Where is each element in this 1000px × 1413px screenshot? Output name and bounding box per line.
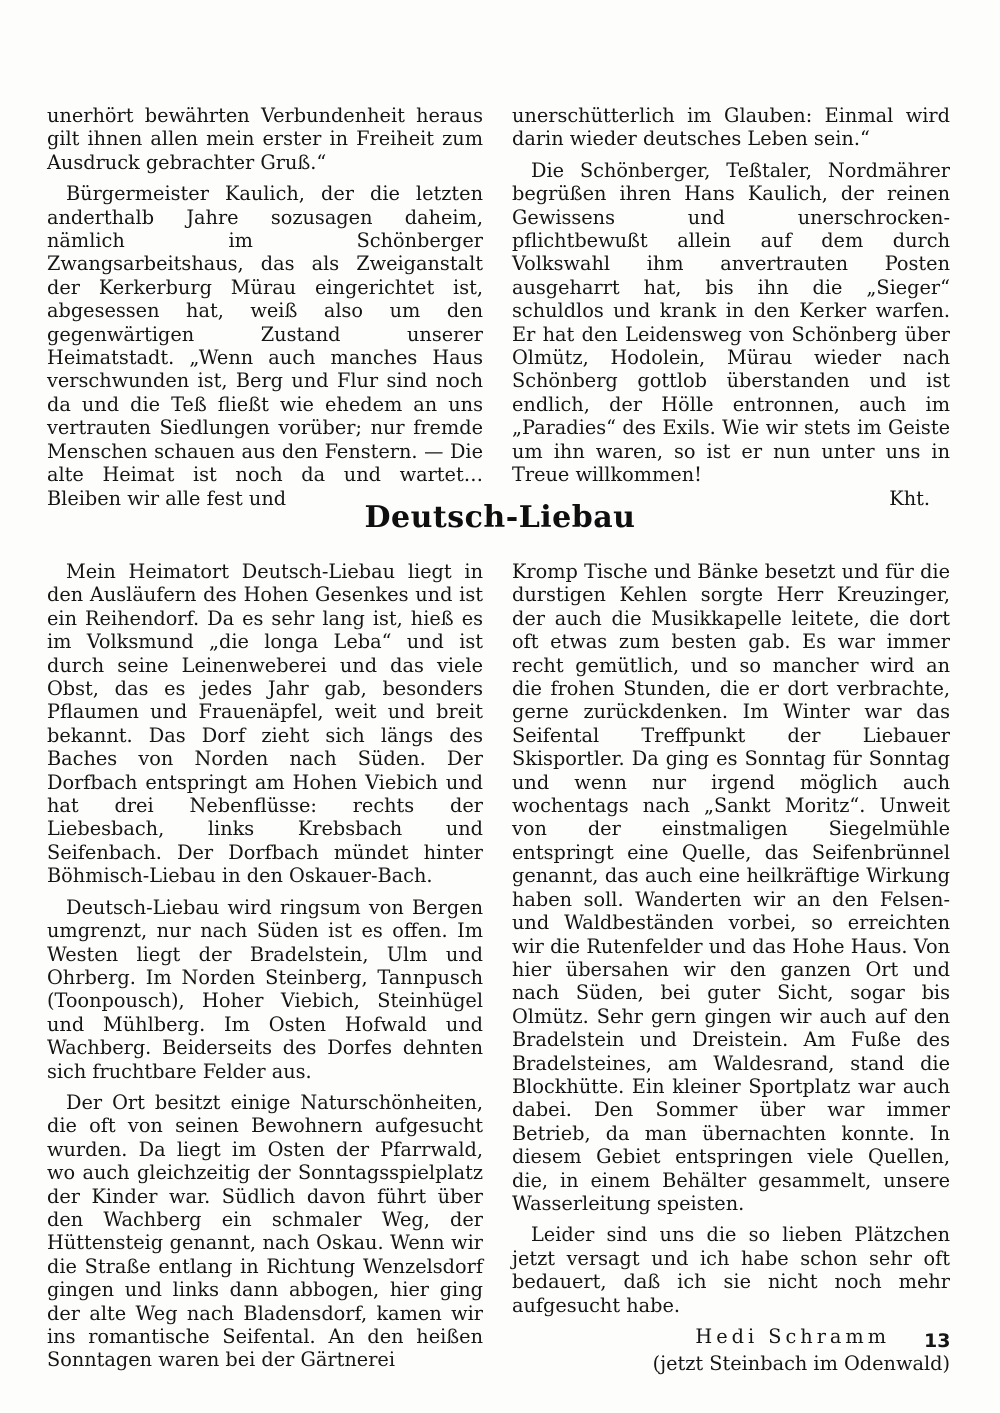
article-heading: Deutsch-Liebau bbox=[364, 500, 636, 535]
page-number: 13 bbox=[924, 1330, 951, 1352]
author-location: (jetzt Steinbach im Odenwald) bbox=[652, 1352, 950, 1376]
paragraph: Die Schönberger, Teßtaler, Nordmährer begrüßen ihren Hans Kaulich, der reinen Gewissens und unerschrocken-pflichtbewußt allein auf dem durch Volkswahl ihm anvertrauten Posten ausgeharrt hat, bis ihn die „Sieger“ schuldlos und krank in den Kerker warfen. Er hat den Leidensweg von Schönberg über Olmütz, Hodolein, Mürau wieder nach Schönberg gottlob überstanden und ist endlich, der Hölle entronnen, auch im „Paradies“ des Exils. Wie wir stets im Geiste um ihn waren, so ist er nun unter uns in Treue willkommen! bbox=[512, 158, 950, 487]
paragraph: Bürgermeister Kaulich, der die letzten anderthalb Jahre sozusagen daheim, nämlich im Schönberger Zwangsarbeitshaus, das als Zweiganstalt der Kerkerburg Mürau eingerichtet ist, abgesessen hat, weiß also um den gegenwärtigen Zustand unserer Heimatstadt. „Wenn auch manches Haus verschwunden ist, Berg und Flur sind noch da und die Teß fließt wie ehedem an uns vertrauten Siedlungen vorüber; nur fremde Menschen schauen aus den Fenstern. — Die alte Heimat ist noch da und wartet… Bleiben wir alle fest und bbox=[47, 182, 483, 510]
article-top-right-column bbox=[512, 104, 950, 510]
article-bottom-left-column bbox=[47, 560, 483, 1372]
paragraph: unerschütterlich im Glauben: Einmal wird darin wieder deutsches Leben sein.“ bbox=[512, 104, 950, 151]
article-top-left-column bbox=[47, 104, 483, 510]
paragraph: unerhört bewährten Verbundenheit heraus gilt ihnen allen mein erster in Freiheit zum Ausdruck gebrachter Gruß.“ bbox=[47, 104, 483, 174]
paragraph: Deutsch-Liebau wird ringsum von Bergen umgrenzt, nur nach Süden ist es offen. Im Westen liegt der Bradelstein, Ulm und Ohrberg. Im Norden Steinberg, Tannpusch (Toonpousch), Hoher Viebich, Steinhügel und Mühlberg. Im Osten Hofwald und Wachberg. Beiderseits des Dorfes dehnten sich fruchtbare Felder aus. bbox=[47, 895, 483, 1083]
paragraph: Mein Heimatort Deutsch-Liebau liegt in den Ausläufern des Hohen Gesenkes und ist ein Reihendorf. Da es sehr lang ist, hieß es im Volksmund „die longa Leba“ und ist durch seine Leinenweberei und das viele Obst, das es jedes Jahr gab, besonders Pflaumen und Frauenäpfel, weit und breit bekannt. Das Dorf zieht sich längs des Baches von Norden nach Süden. Der Dorfbach entspringt am Hohen Viebich und hat drei Nebenflüsse: rechts der Liebesbach, links Krebsbach und Seifenbach. Der Dorfbach mündet hinter Böhmisch-Liebau in den Oskauer-Bach. bbox=[47, 560, 483, 888]
paragraph: Der Ort besitzt einige Naturschönheiten, die oft von seinen Bewohnern aufgesucht wurden. Da liegt im Osten der Pfarrwald, wo auch gleichzeitig der Sonntagsspielplatz der Kinder war. Südlich davon führt über den Wachberg ein schmaler Weg, der Hüttensteig genannt, nach Oskau. Wenn wir die Straße entlang in Richtung Wenzelsdorf gingen und links dann abbogen, hier ging der alte Weg nach Bladensdorf, kamen wir ins romantische Seifental. An den heißen Sonntagen waren bei der Gärtnerei bbox=[47, 1090, 483, 1372]
paragraph: Leider sind uns die so lieben Plätzchen jetzt versagt und ich habe schon sehr oft bedauert, daß ich sie nicht noch mehr aufgesucht habe. bbox=[512, 1223, 950, 1317]
author-name: Hedi Schramm bbox=[695, 1325, 890, 1348]
signature: Kht. bbox=[889, 486, 930, 510]
paragraph: Kromp Tische und Bänke besetzt und für die durstigen Kehlen sorgte Herr Kreuzinger, der auch die Musikkapelle leitete, die dort oft etwas zum besten gab. Es war immer recht gemütlich, und so mancher wird an die frohen Stunden, die er dort verbrachte, gerne zurückdenken. Im Winter war das Seifental Treffpunkt der Liebauer Skisportler. Da ging es Sonntag für Sonntag und wenn nur irgend möglich auch wochentags nach „Sankt Moritz“. Unweit von der einstmaligen Siegelmühle entspringt eine Quelle, das Seifenbrünnel genannt, das auch eine heilkräftige Wirkung haben soll. Wanderten wir an den Felsen- und Waldbeständen vorbei, so erreichten wir die Rutenfelder und das Hohe Haus. Von hier übersahen wir den ganzen Ort und nach Süden, bei guter Sicht, sogar bis Olmütz. Sehr gern gingen wir auch auf den Bradelstein und Dreistein. Am Fuße des Bradelsteines, am Waldesrand, stand die Blockhütte. Ein kleiner Sportplatz war auch dabei. Den Sommer über war immer Betrieb, da man übernachten konnte. In diesem Gebiet entspringen viele Quellen, die, in einem Behälter gesammelt, unsere Wasserleitung speisten. bbox=[512, 560, 950, 1215]
article-bottom-right-column bbox=[512, 560, 950, 1376]
